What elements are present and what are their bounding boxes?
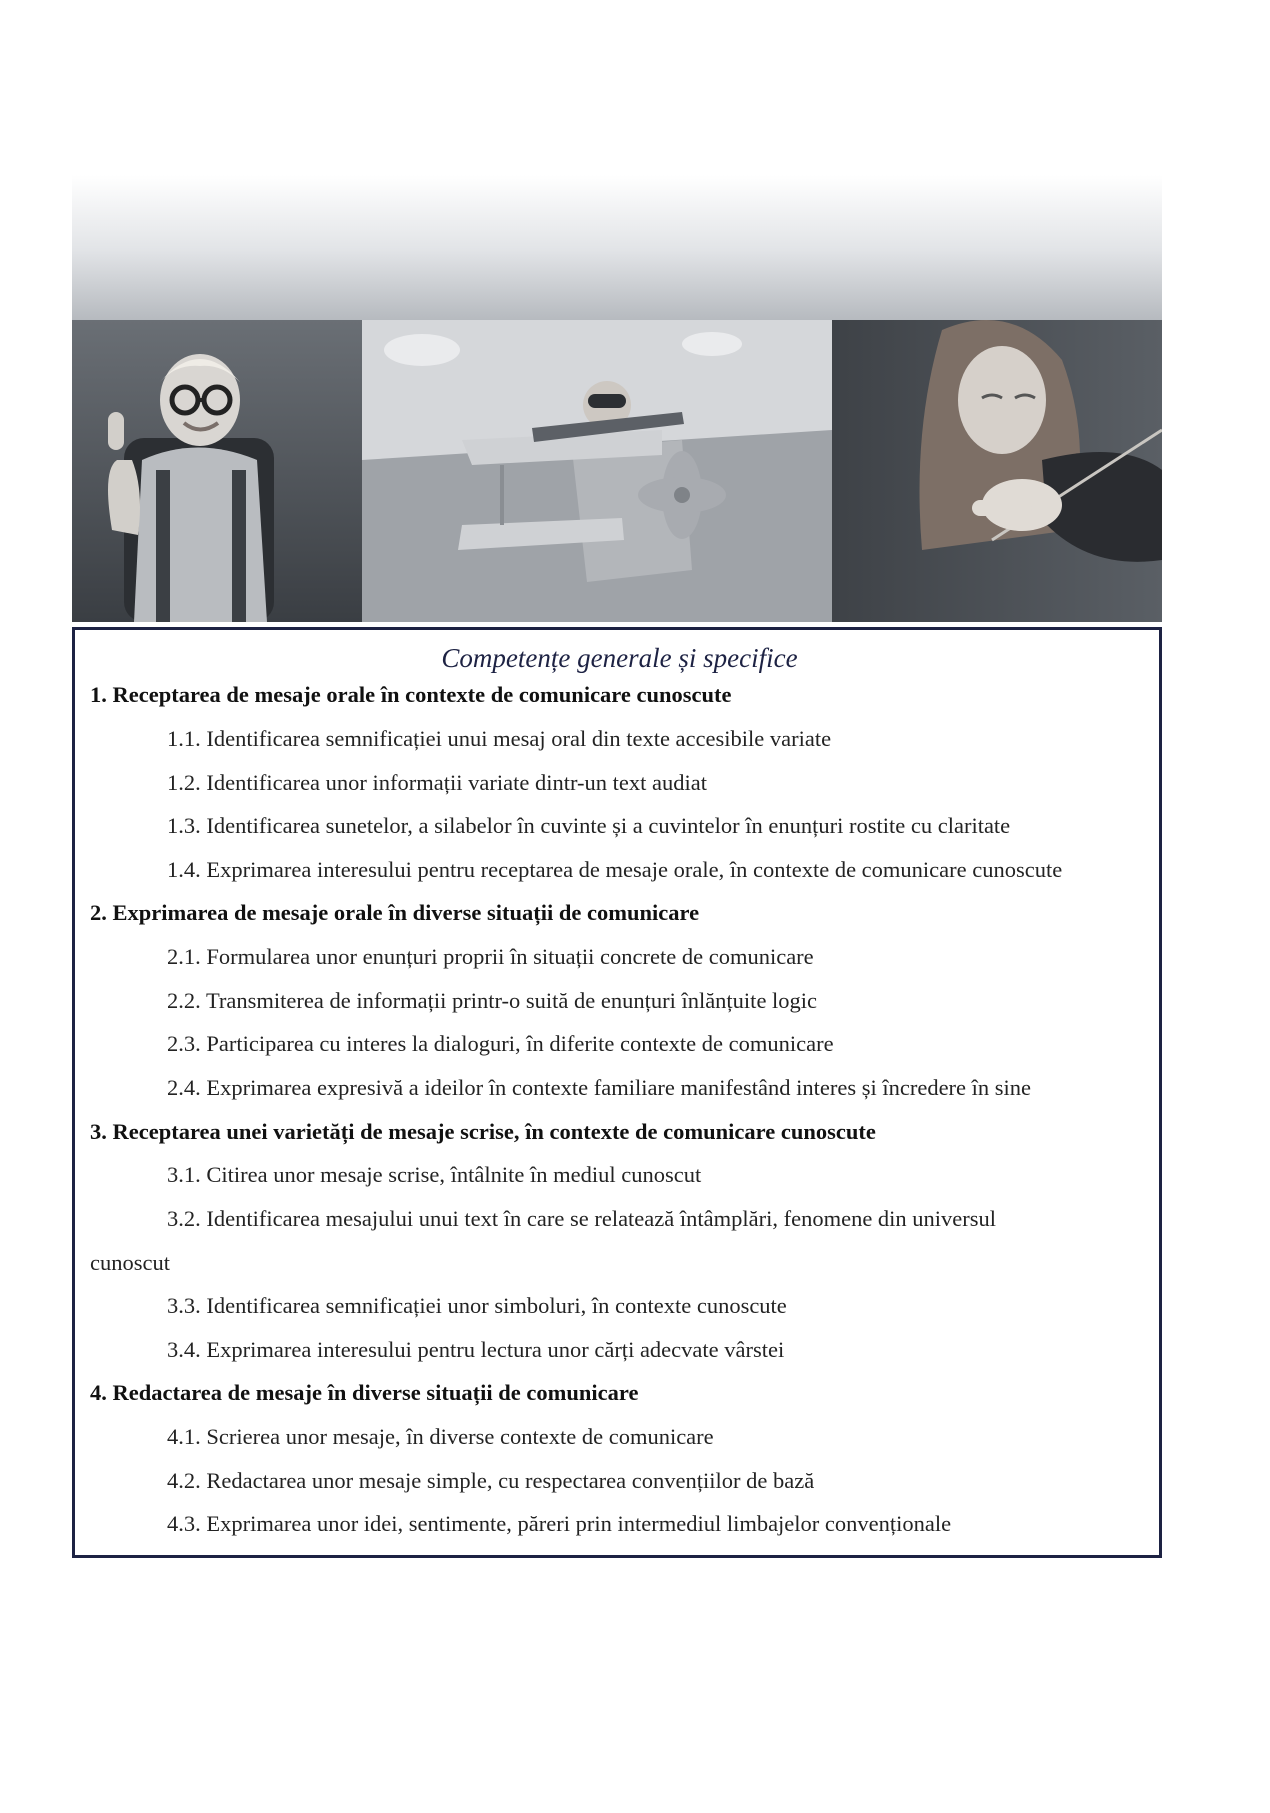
competence-item-4-1: 4.1. Scrierea unor mesaje, în diverse contexte de comunicare [167, 1424, 714, 1449]
competence-item-2-1: 2.1. Formularea unor enunțuri proprii în situații concrete de comunicare [167, 944, 814, 969]
boy-with-glasses-backpack-photo [72, 320, 362, 622]
girl-playing-violin-photo [832, 320, 1162, 622]
competence-item-2-3: 2.3. Participarea cu interes la dialoguri, în diferite contexte de comunicare [167, 1031, 834, 1056]
competence-item-1-1: 1.1. Identificarea semnificației unui mesaj oral din texte accesibile variate [167, 726, 832, 751]
competence-item-2-2: 2.2. Transmiterea de informații printr-o suită de enunțuri înlănțuite logic [167, 988, 818, 1013]
competence-item-3-2-continuation: cunoscut [90, 1250, 170, 1275]
competences-title: Competențe generale și specifice [441, 643, 798, 673]
competence-item-1-2: 1.2. Identificarea unor informații variate dintr-un text audiat [167, 770, 707, 795]
competence-item-3-4: 3.4. Exprimarea interesului pentru lectura unor cărți adecvate vârstei [167, 1337, 785, 1362]
competence-item-3-3: 3.3. Identificarea semnificației unor simboluri, în contexte cunoscute [167, 1293, 787, 1318]
child-in-cardboard-airplane-photo [362, 320, 832, 622]
header-banner [72, 0, 1162, 622]
competence-item-4-3: 4.3. Exprimarea unor idei, sentimente, păreri prin intermediul limbajelor convenționale [167, 1511, 952, 1536]
group-heading-4: 4. Redactarea de mesaje în diverse situații de comunicare [90, 1380, 639, 1405]
competences-box [72, 627, 1162, 1558]
group-heading-3: 3. Receptarea unei varietăți de mesaje scrise, în contexte de comunicare cunoscute [90, 1119, 876, 1144]
group-heading-2: 2. Exprimarea de mesaje orale în diverse situații de comunicare [90, 900, 700, 925]
competence-item-4-2: 4.2. Redactarea unor mesaje simple, cu respectarea convențiilor de bază [167, 1468, 815, 1493]
competence-item-2-4: 2.4. Exprimarea expresivă a ideilor în contexte familiare manifestând interes și încredere în sine [167, 1075, 1032, 1100]
competence-item-1-4: 1.4. Exprimarea interesului pentru receptarea de mesaje orale, în contexte de comunicare cunoscute [167, 857, 1063, 882]
competence-item-3-2: 3.2. Identificarea mesajului unui text în care se relatează întâmplări, fenomene din universul [167, 1206, 997, 1231]
competence-item-1-3: 1.3. Identificarea sunetelor, a silabelor în cuvinte și a cuvintelor în enunțuri rostite cu claritate [167, 813, 1011, 838]
competence-item-3-1: 3.1. Citirea unor mesaje scrise, întâlnite în mediul cunoscut [167, 1162, 702, 1187]
group-heading-1: 1. Receptarea de mesaje orale în contexte de comunicare cunoscute [90, 682, 732, 707]
